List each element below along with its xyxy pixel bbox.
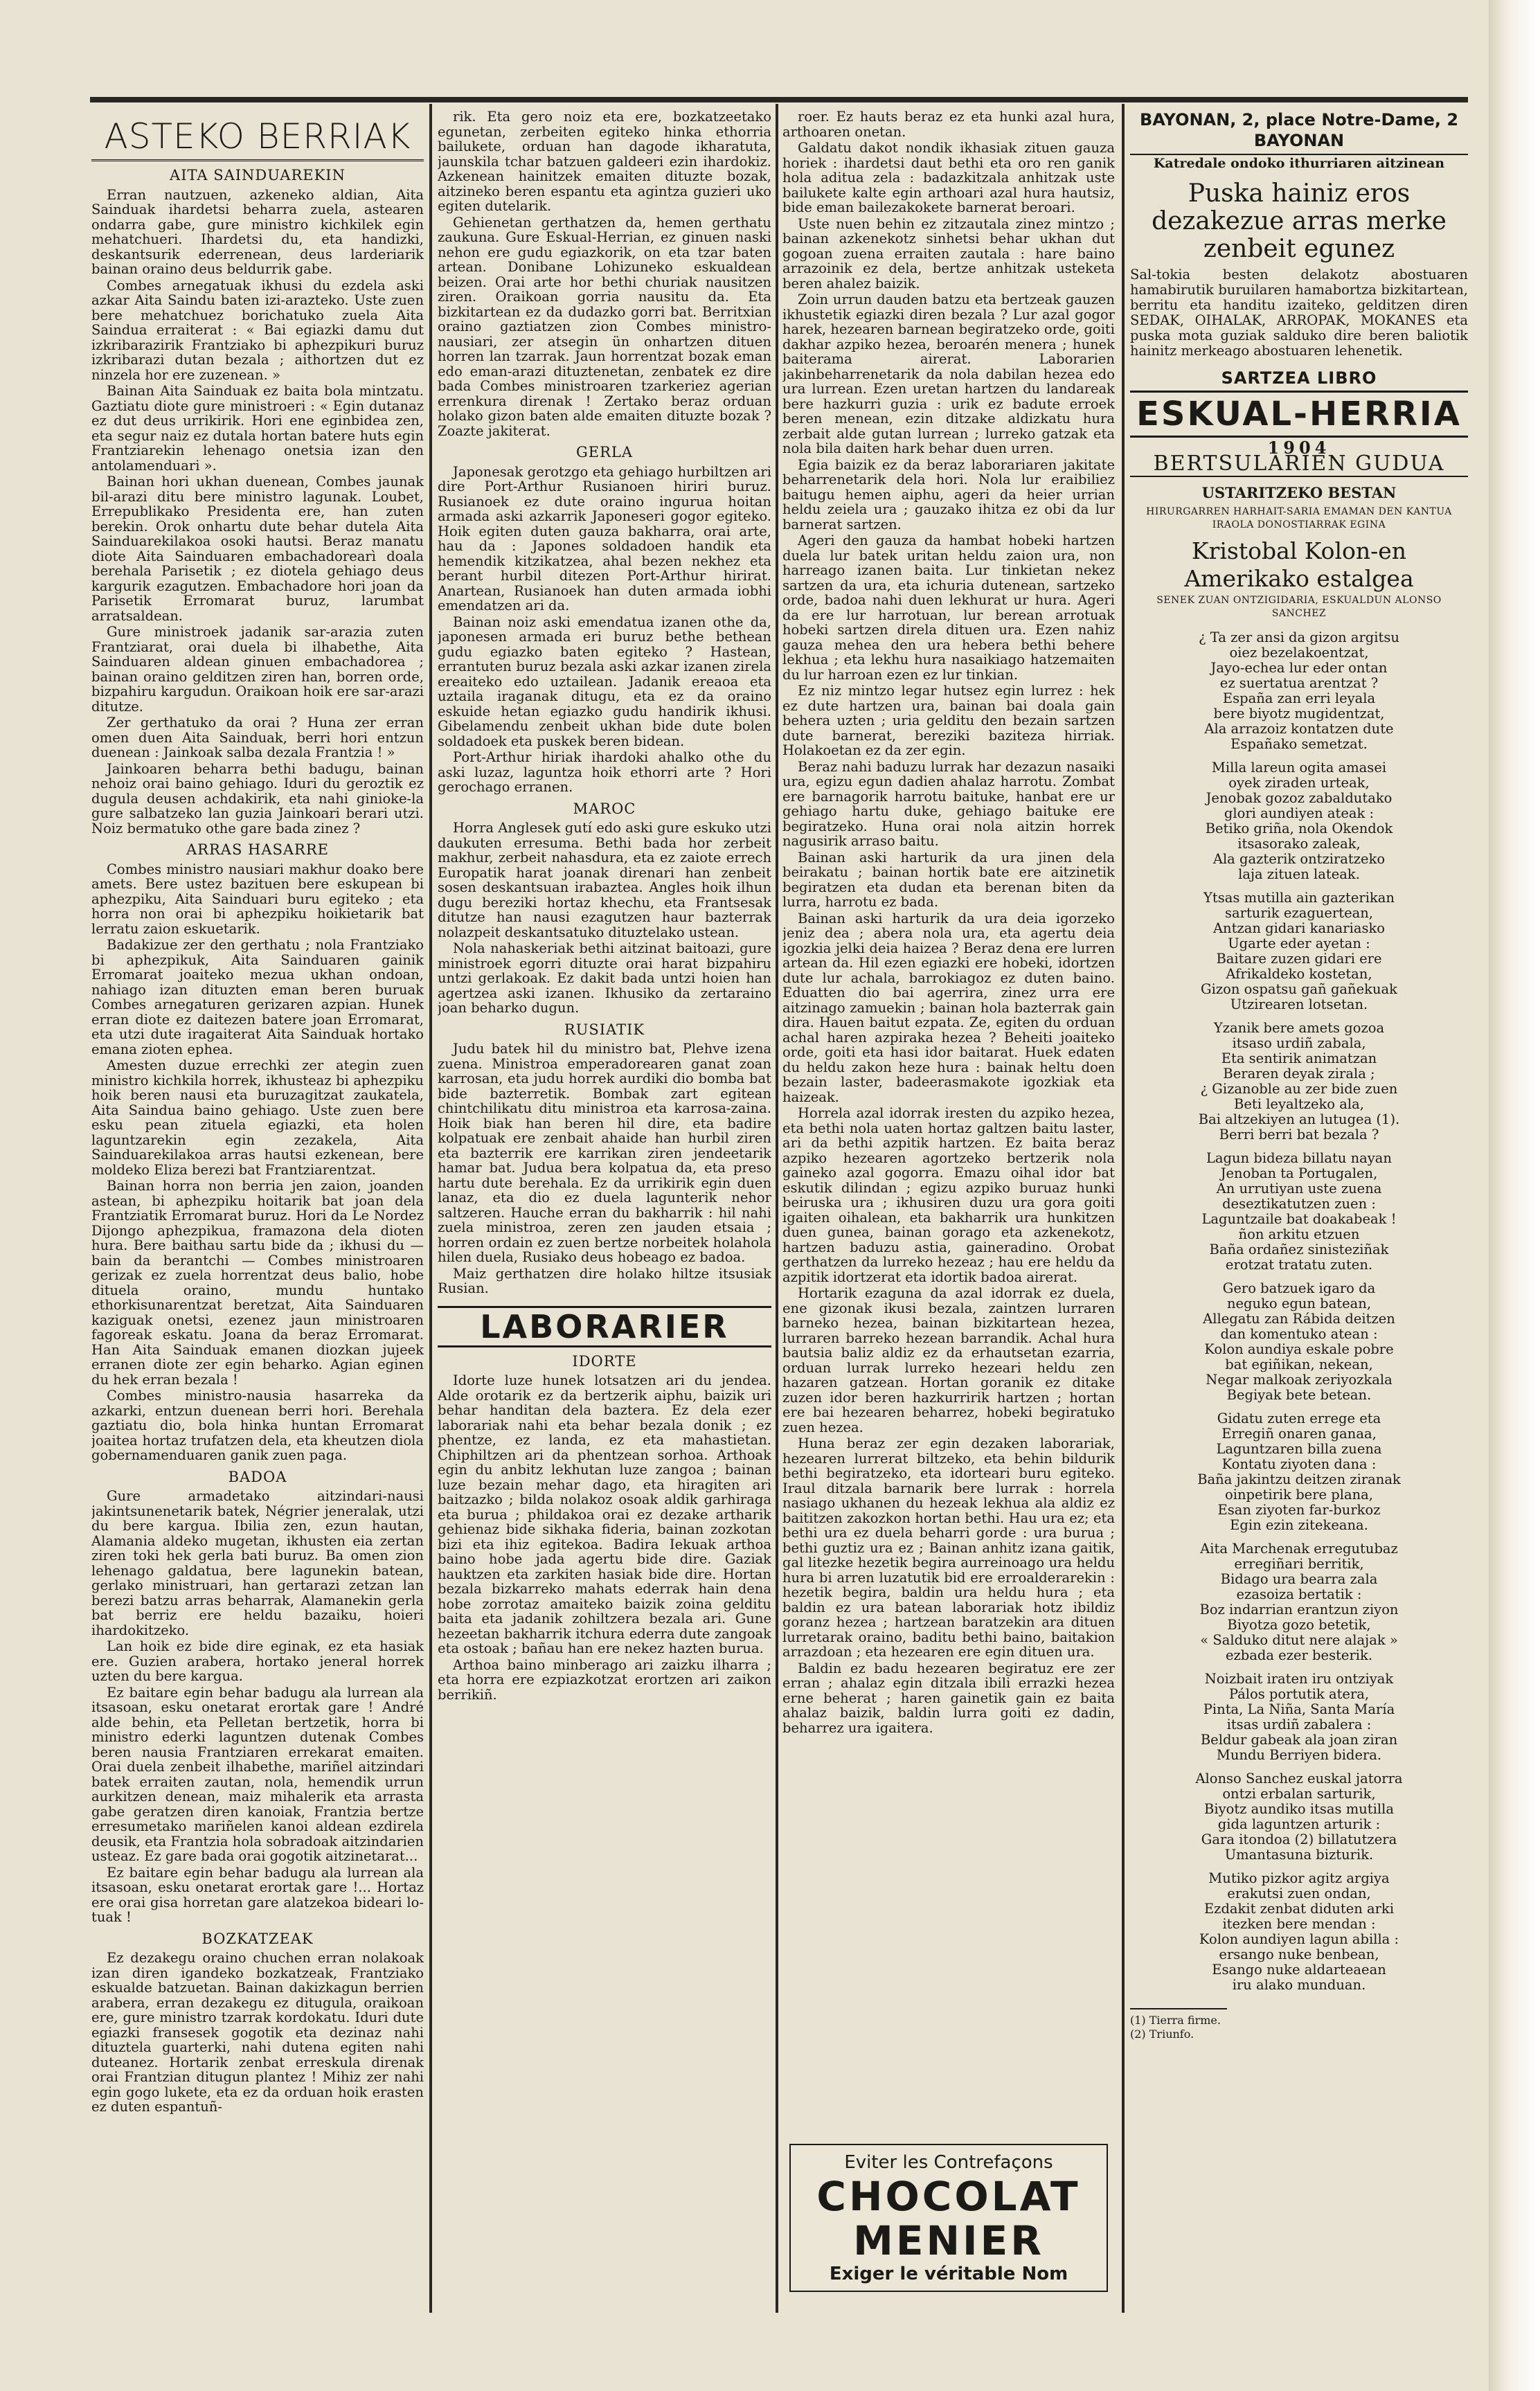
chocolat-menier-ad [789, 2144, 1108, 2292]
poem-line: Milla lareun ogita amasei [1211, 760, 1387, 776]
section-title: MAROC [573, 800, 636, 817]
paragraph: Baldin ez badu hezearen begiratuz ere zer erran ; ahalaz egin ditzala ibili errazki hezea erne beherat ; haren gainetik gain ez baita ahalaz baizik, baldin lurra goiti ez dadin, beharrez ura igaitera. [782, 1660, 1115, 1736]
poem-line: Ala arrazoiz kontatzen dute [1204, 721, 1394, 737]
paragraph: Bainan noiz aski emendatua izanen othe da, japonesen armada eri buruz bethe bethean gudu egiazko baten egiteko ? Hastean, errantuten buruz bezala aski azkar izanen zirela ereaiteko edo uztailean. Jadanik ereaoa eta uztaila iraganak ditugu, eta ez da oraino eskuide hetan egiazko gudu handirik ikhusi. Gibelamendu zenbeit ukhan bide dute bolen soldadoek eta puskek beren bidean. [438, 614, 771, 749]
poem-line: Esango nuke aldarteaean [1212, 1962, 1386, 1978]
paragraph: Ez baitare egin behar badugu ala lurrean ala itsasoan, esku onetarat erortak gare !... Hortaz ere orai gisa horretan gare alatzekoa bideari lo-tuak ! [91, 1864, 424, 1925]
column-rule [776, 104, 778, 2313]
poem [1130, 630, 1468, 1993]
poem-line: bere biyotz mugidentzat, [1213, 706, 1385, 722]
column-rule [1122, 104, 1125, 2313]
poem-stanza [1130, 1411, 1468, 1533]
poem-line: Gizon ospatsu gañ gañekuak [1201, 981, 1397, 997]
paragraph: Ez niz mintzo legar hutsez egin lurrez : hek ez dute hartzen ura, bainan bai doala gain behera uzten ; uria gelditu den bezain sartzen dute barnerat, bereziki baziteza hirriak. Holakoetan ez da zer egin. [782, 683, 1115, 758]
poem-line: Utzirearen lotsetan. [1230, 996, 1368, 1012]
page-edge [1489, 0, 1540, 2391]
poem-stanza [1130, 1151, 1468, 1273]
section-title: GERLA [575, 444, 634, 460]
poem-line: Españako semetzat. [1230, 736, 1368, 752]
caption: IRAOLA DONOSTIARRAK EGINA [1212, 519, 1386, 530]
paragraph: Beraz nahi baduzu lurrak har dezazun nasaiki ura, egizu egun dadien ahalaz harrotu. Zombat ere barnagorik harrotu baituke, hanbat ere ur gehiago hartu duke, gehiago baituke ere begiratzeko. Huna orai nola aitzin horrek nagusirik arraso baitu. [782, 758, 1115, 849]
poem-line: Umantasuna bizturik. [1224, 1847, 1374, 1863]
poem-line: Baña ordañez sinisteziñak [1209, 1242, 1389, 1257]
laborarier-heading: LABORARIER [438, 1306, 771, 1347]
poem-line: Baitare zuzen gidari ere [1216, 951, 1382, 967]
section-title: IDORTE [572, 1352, 637, 1370]
paragraph: Gure ministroek jadanik sar-arazia zuten Frantziarat, orai duela bi ilhabethe, Aita Sainduaren aldean ginuen embachadorea ; bainan oraino gelditzen ziren han, borren orde, bizpahiru kargudun. Oraikoan hoik ere sar-arazi ditutze. [91, 624, 424, 715]
paragraph: Horra Anglesek gutí edo aski gure eskuko utzi daukuten erresuma. Bethi bada hor zerbeit makhur, zerbeit nahasdura, eta ez zaiote errech Europatik harat joanak direnari han zenbeit sosen deskantsuan irabaztea. Angles hoik ilhun dugu bereziki hortaz khechu, eta Frantsesak ditutze han nausi ezagutzen haur bazterrak nolazpeit deskantsatuko dituztelako ustean. [438, 820, 771, 940]
poem-line: Kolon aundiyen lagun abilla : [1199, 1931, 1399, 1947]
paragraph: Badakizue zer den gerthatu ; nola Frantziako bi aphezpikuk, Aita Sainduaren gainik Erromarat joaiteko mezua ukhan ondoan, nahiago izan dituzten eman beren buruak Combes arnegaturen gerizaren azpian. Hunek erran diote ez daitezen batere joan Erromarat, eta utzi dute iragaiterat Aita Sainduak hortako emana zioten ephea. [91, 937, 424, 1057]
paragraph: Bainan Aita Sainduak ez baita bola mintzatu. Gaztiatu diote gure ministroeri : « Egin dutanaz ez dut deus urrikirik. Hori ene eginbidea zen, eta segur naiz ez dutala hortan batere huts egin Frantziarekin lehenago onetsia izan den antolamenduari ». [91, 383, 424, 474]
poem-line: Beldur gabeak ala joan ziran [1200, 1732, 1398, 1748]
poem-line: Biyotz aundiko itsas mutilla [1204, 1801, 1394, 1817]
paragraph: Ageri den gauza da hambat hobeki hartzen duela lur batek uritan heldu zaion ura, non harreago izanen baita. Lur tinkietan nekez sartzen da ura, eta ichuria dutenean, sartzeko orde, badoa nahi duen lekhurat ur hura. Ageri da ere lur harrotuan, lur berean arrotuak hobeki sartzen direla dituen ura. Ezen nahiz gauza mehea den ura hebera bethi behere lekhua ; eta lekhu hura nasaikiago hatzemaiten du lur harroan ezen ez lur tinkian. [782, 532, 1115, 683]
poem-line: ¿ Ta zer ansi da gizon argitsu [1199, 629, 1399, 645]
column-1 [91, 109, 424, 2311]
paragraph: Egia baizik ez da beraz laborariaren jakitate beharrenetarik dela hori. Nola lur eraibiliez baitugu hemen aiphu, ageri da heier urrian heldu zeiela ura ; gauzako ihitza ez obi da lur barnerat sartzen. [782, 456, 1115, 532]
paragraph: Arthoa baino minberago ari zaizku ilharra ; eta horra ere ezpiazkotzat erortzen ari zaikon berrikiñ. [438, 1656, 771, 1703]
paragraph: Port-Arthur hiriak ihardoki ahalko othe du aski luzaz, laguntza hoik ethorri arte ? Hori gerochago erranen. [438, 749, 771, 795]
poem-line: Eta sentirik animatzan [1221, 1050, 1377, 1066]
poem-line: Gara itondoa (2) billatutzera [1201, 1832, 1397, 1847]
poem-line: Baña jakintzu deitzen ziranak [1197, 1471, 1401, 1487]
caption: SENEK ZUAN ONTZIGIDARIA, ESKUALDUN ALONSO SANCHEZ [1156, 595, 1442, 619]
poem-line: oyek ziraden urteak, [1228, 775, 1370, 791]
paragraph: Galdatu dakot nondik ikhasiak zituen gauza horiek : ihardetsi daut bethi eta oro ren ganik hola aditua zela : badazkitzala anhitzak uste bailukete kalte egin arthoari azal hura hautsiz, bide eman bailezakokete barnerat beroari. [782, 140, 1115, 215]
poem-line: Bidago ura bearra zala [1220, 1571, 1378, 1587]
footnote: (2) Triunfo. [1130, 2027, 1194, 2041]
paragraph: Idorte luze hunek lotsatzen ari du jendea. Alde orotarik ez da bertzerik aiphu, baizik uri behar handitan dela baztera. Ez dela ezer laborariak nahi eta behar bezala donik ; ez phentze, ez landa, ez eta mahastietan. Chiphiltzen ari da phentzean sorhoa. Arthoak egin du anbitz lekhutan luze zangoa ; bainan luze bezain mehar dago, eta hiragiten ari baitzazko ; bilda nolakoz osoak aldik garhiraga eta burua ; phildakoa orai ez dezake artharik gehienaz bide sikhaka fideria, bainan zozkotan bizi eta ihiz egitekoa. Badira Iekuak arthoa baino hobe jada agertu bide dire. Gaziak hauktzen eta zarkiten hasiak bide dire. Hortan bezala bizkarreko mahats ederrak hain dena hobe zorrotaz amaiteko baizik zoina gelditu baita eta jadanik zohiltzera bezala ari. Gune hezeetan bakharrik itchura ederra dute zangoak eta ostoak ; bañau han ere nekez hazten burua. [438, 1372, 771, 1656]
eskual-herria-title: ESKUAL-HERRIA [1130, 391, 1468, 438]
poem-line: Pinta, La Niña, Santa María [1203, 1701, 1395, 1717]
poem-line: ¿ Gizanoble au zer bide zuen [1200, 1081, 1398, 1097]
top-rule [90, 97, 1468, 102]
poem-line: Afrikaldeko kostetan, [1226, 966, 1372, 982]
poem-line: Mutiko pizkor agitz argiya [1208, 1870, 1390, 1886]
poem-line: Biyotza gozo betetik, [1227, 1617, 1371, 1633]
section-title: AITA SAINDUAREKIN [170, 167, 346, 183]
poem-line: Gero batzuek igaro da [1222, 1280, 1376, 1296]
poem-line: España zan erri leyala [1222, 690, 1376, 706]
poem-line: Ezdakit zenbat diduten arki [1203, 1901, 1395, 1917]
paragraph: Hortarik ezaguna da azal idorrak ez duela, ene gizonak ikusi bezala, zaintzen lurraren barneko hezea, bainan bizkitartean hezea, lurraren barreko hezean barrandik. Achal hura bautsia baliz aldiz ez da erhautsetan ezarria, orduan lurrak lurreko hezeari heldu zen hazaren gatzean. Hortan goranik ez ditake zuzen idor beren hazkurririk hartzen ; hortan ere bai hezearen beharrez, hobeki begiratuko zuen hezea. [782, 1285, 1115, 1435]
paragraph: Bainan aski harturik da ura jinen dela beirakatu ; bainan hortik bate ere aitzinetik begiratzen eta dudan eta berenan biten da lurra, harrotu ez bada. [782, 849, 1115, 910]
poem-line: Kolon aundiya eskale pobre [1204, 1341, 1394, 1357]
poem-line: Begiyak bete betean. [1226, 1387, 1372, 1403]
ad-line: Exiger le véritable Nom [829, 2264, 1068, 2284]
poem-line: Kontatu ziyoten dana : [1221, 1456, 1377, 1472]
poem-line: Laguntzaren billa zuena [1216, 1441, 1382, 1457]
poem-line: Bai altzekiyen an lutugea (1). [1198, 1111, 1400, 1127]
poem-line: Berri berri bat bezala ? [1219, 1127, 1379, 1143]
poem-line: Negar malkoak zeriyozkala [1206, 1372, 1393, 1388]
poem-line: oiez bezelakoentzat, [1229, 645, 1369, 661]
poem-line: Mundu Berriyen bidera. [1216, 1747, 1382, 1763]
poem-line: itsasorako zaleak, [1237, 836, 1361, 852]
paragraph: Jainkoaren beharra bethi badugu, bainan nehoiz orai baino gehiago. Iduri du geroztik ez dugula deusen achdakirik, eta nahi ginioke-la gure salbatzeko lan guzia Jainkoari berari utzi. Noiz bermatuko othe gare bada zinez ? [91, 760, 424, 836]
sartzea-libro: SARTZEA LIBRO [1221, 368, 1377, 388]
paragraph: Zer gerthatuko da orai ? Huna zer erran omen duen Aita Sainduak, berri hori entzun duenean : Jainkoak salba dezala Frantzia ! » [91, 715, 424, 760]
store-ad-headline: Puska hainiz eros dezakezue arras merke zenbeit egunez [1152, 179, 1447, 263]
poem-line: Erregiñ onaren ganaa, [1221, 1426, 1377, 1442]
poem-line: Beraren deyak zirala ; [1223, 1066, 1375, 1082]
poem-line: Laguntzaile bat doakabeak ! [1201, 1211, 1397, 1227]
paragraph: Combes arnegatuak ikhusi du ezdela aski azkar Aita Saindu baten izi-arazteko. Uste zuen bere mehatchuez borichatuko zuela Aita Saindua erraiterat : « Bai egiazki damu dut izkribarazirik Frantziako bi aphezpikuri buruz izkribarazi dutan bezala ; aithortzen dut ez ninzela hor ere zuzenean. » [91, 277, 424, 383]
poem-line: sarturik ezaguertean, [1224, 905, 1374, 921]
poem-line: Allegatu zan Rábida deitzen [1203, 1311, 1395, 1327]
footnote: (1) Tierra firme. [1130, 2014, 1221, 2027]
paragraph: Combes ministro nausiari makhur doako bere amets. Bere ustez bazituen bere eskupean bi aphezpiku, Aita Sainduari buru egiteko ; eta horra non orai bi aphezpiku hoikietarik bat lerratu zaion eskuetarik. [91, 861, 424, 937]
paragraph: Bainan aski harturik da ura deia igorzeko jeniz dea ; abera nola ura, eta agertu deia igozkia jelki deia haizea ? Beraz dena ere lurren artean da. Hil ezen egiazki ere hobeki, idortzen dute lur achala, barrokiagoz ez duten baino. Eduatten dio bai agerrira, zinez urra ere aitzinago zamuekin ; bainan hola bazterrak gain dira. Hauen baitut ezpata. Ze, egiten du orduan achal haren azpiraka hezea ? Beheiti joaiteko orde, goiti eta hasi idor baitarat. Huek edaten du heldu zakon heze hura : bainak heltu doen bezain laster, badeerasmakote igozkiak eta haizeak. [782, 910, 1115, 1105]
poem-line: erregiñari berritik, [1234, 1556, 1364, 1572]
poem-line: laja zituen lateak. [1238, 866, 1360, 882]
store-ad-header: BAYONAN, 2, place Notre-Dame, 2 BAYONAN [1130, 109, 1468, 155]
poem-line: erotzat tratatu zuten. [1225, 1257, 1373, 1273]
paragraph: Ez baitare egin behar badugu ala lurrean ala itsasoan, esku onetarat erortak gare ! André alde behin, eta Pelletan bertzetik, horra bi ministro ederki laguntzen dutenak Combes beren nausia Frantziaren errekarat emaiten. Orai duela zenbeit ilhabethe, mariñel aitzindari batek erraiten zautan, nola, hemendik urrun aurkitzen denean, maiz mihalerik eta arrasta gabe geratzen diren kanoiak, Frantzia bertze erresumetako mariñelen kanoi aldean ezdirela deusik, eta Frantzia hola sobradoak aitzindarien usteaz. Ez gare bada orai gogotik aitzinetarat... [91, 1684, 424, 1864]
caption: HIRURGARREN HARHAIT-SARIA EMAMAN DEN KANTUA [1146, 506, 1452, 517]
poem-line: Jayo-echea lur eder ontan [1210, 660, 1388, 676]
column-rule [429, 104, 432, 2313]
ad-line: Eviter les Contrefaçons [844, 2152, 1053, 2173]
ad-brand: MENIER [853, 2217, 1044, 2264]
poem-line: Ugarte eder ayetan : [1228, 935, 1370, 951]
masthead: ASTEKO BERRIAK [91, 116, 424, 161]
poem-line: Ala gazterik ontziratzeko [1212, 851, 1386, 867]
poem-line: Betiko griña, nola Okendok [1205, 821, 1393, 836]
poem-line: Alonso Sanchez euskal jatorra [1195, 1771, 1403, 1786]
column-3 [782, 109, 1115, 2311]
poem-stanza [1130, 890, 1468, 1012]
poem-line: Aita Marchenak erregutubaz [1200, 1541, 1398, 1557]
paragraph: Horrela azal idorrak iresten du azpiko hezea, eta bethi nola uaten hortaz galtzen baitu laster, ari da bethi azpitik hartzen. Ez baita beraz azpiko hezearen agortzeko bertzerik nola gaineko azal gogorra. Emazu oihal idor bat eskutik dilindan ; egizu azpiko buruaz hunki beiruska ura ; ikhusiren duzu ura gora goiti igaiten oihalean, eta bakharrik ura hunkitzen duen gunea, bainan gorago eta azkenekotz, hartzen baduzu astia, gaineradino. Orobat gerthatzen da lurreko hezeaz ; hau ere heldu da azpitik idortzerat eta idortik badoa airerat. [782, 1105, 1115, 1285]
poem-line: Jenoban ta Portugalen, [1220, 1165, 1378, 1181]
poem-stanza [1130, 760, 1468, 882]
poem-line: Boz indarrian erantzun ziyon [1199, 1602, 1399, 1618]
poem-line: itsas urdiñ zabalera : [1226, 1717, 1372, 1732]
column-2 [438, 109, 771, 2311]
poem-line: erakutsi zuen ondan, [1227, 1886, 1371, 1901]
paragraph: Japonesak gerotzgo eta gehiago hurbiltzen ari dire Port-Arthur Rusianoen hiriri buruz. Rusianoek ez dute oraino ingurua hoitan armada aski azkarrik Japoneseri gogor egiteko. Hoik egiten duten gauza bakharra, orai arte, hau da : Japones soldadoen handik eta hemendik kitzikatzea, ahal bezen nekhez eta berant hurbil ditezen Port-Arthur hirirat. Anartean, Rusianoek han duten armada iobhi emendatzen ari da. [438, 463, 771, 614]
paragraph: Gure armadetako aitzindari-nausi jakintsunenetarik batek, Négrier jeneralak, utzi du bere kargua. Ibilia zen, ezun hautan, Alamania aldeko mugetan, ikhusten eia zertan ziren toki hek gerla bati buruz. Ba omen zion lehenago galdatua, bere lagunekin batean, gerlako ministruari, han gertarazi zetzan lan berezi batzu arras beharrak, Alamanekin gerla bat berriz ere heldu bazaiku, hoieri ihardokitzeko. [91, 1488, 424, 1638]
paragraph: Uste nuen behin ez zitzautala zinez mintzo ; bainan azkenekotz sinhetsi behar ukhan dut gogoan zuena erraiten zautala : hare baino arrazoinik ez dela, bertze anhitzak usteketa beren ahalez baizik. [782, 215, 1115, 292]
section-title: ARRAS HASARRE [186, 841, 329, 858]
poem-stanza [1130, 1021, 1468, 1143]
paragraph: Combes ministro-nausia hasarreka da azkarki, entzun duenean berri hori. Berehala gaztiatu dio, bola hinka huntan Erromarat joaitea hortaz trufatzen dela, eta kheutzen diola gobernamenduaren ganik zuen paga. [91, 1388, 424, 1463]
poem-line: dan komentuko atean : [1220, 1326, 1378, 1342]
poem-line: Gidatu zuten errege eta [1217, 1411, 1381, 1426]
column-3-text [782, 109, 1115, 2131]
paragraph: Nola nahaskeriak bethi aitzinat baitoazi, gure ministroek egorri dituzte orai harat bizpahiru untzi gerlakoak. Ez dakit bada untzi hoien han agertzea aski izanen. Ikhusiko da zertaraino joan beharko dugun. [438, 940, 771, 1016]
bertsularien-gudua: BERTSULARIEN GUDUA [1130, 456, 1468, 477]
poem-line: neguko egun batean, [1226, 1296, 1372, 1311]
poem-line: ez suertatua arentzat ? [1219, 675, 1379, 691]
poem-line: ñon arkitu etzuen [1238, 1226, 1360, 1242]
section-title: RUSIATIK [564, 1021, 645, 1038]
paragraph: Bainan horra non berria jen zaion, joanden astean, bi aphezpiku hoitarik bat joan dela Frantziatik Erromarat buruz. Hori da Le Nordez Dijongo aphezpikua, framazona dela dioten hura. Bere baithau sartu bide da ; ikhusi du — bain da berantchi — Combes ministroaren gerizak ez zuela horrentzat deus balio, hobe dituela oraino, mundu huntako ethorkisunarentzat beretzat, Aita Sainduaren kaziguak onetsi, ezenez jaun ministroaren fagoreak eskatu. Joana da beraz Erromarat. Han Aita Sainduak emanen diozkan jujeek erranen diote zer egin beharko. Agian eginen du hek erran bezala ! [91, 1178, 424, 1388]
store-ad-body: Sal-tokia besten delakotz abostuaren hamabirutik buruilaren hamabortza bizkitartean, berritu eta handitu izaiteko, gelditzen diren SEDAK, OIHALAK, ARROPAK, MOKANES eta puska mota guziak salduko dire beren baliotik hainitz merkeago abostuaren lehenetik. [1130, 267, 1468, 359]
poem-stanza [1130, 1281, 1468, 1403]
poem-line: iru alako munduan. [1232, 1977, 1366, 1993]
paragraph: Bainan hori ukhan duenean, Combes jaunak bil-arazi ditu bere ministro lagunak. Loubet, Errepublikako Presidenta ere, han zuten berekin. Orok onhartu dute behar dutela Aita Sainduarekilakoa osoki hautsi. Beraz manatu diote Aita Sainduaren embachadorearì doala berehala Parisetik ; ez diotela gehiago deus kargurik ezagutzen. Embachadore hori joan da Parisetik Erromarat buruz, larumbat arratsaldean. [91, 474, 424, 624]
year: 1904 [1267, 437, 1331, 458]
poem-line: ontzi erbalan sarturik, [1222, 1786, 1376, 1802]
paragraph: Ez dezakegu oraino chuchen erran nolakoak izan diren igandeko bozkatzeak, Frantziako eskualde batzuetan. Bainan dakizkagun berrien arabera, erran dezakegu ez ditugula, oraikoan ere, gure ministro tzarrak kordokatu. Iduri dute egiazki fransesek gogotik eta dezinaz nahi dituztela guarterki, nahi dutena egiten nahi duteanez. Hortarik zenbat erreskula direnak orai Frantzian ditugun plantez ! Mihiz zer nahi egin gogo lukete, eta ez da orduan hoik erasten ez duten espantuñ- [91, 1950, 424, 2115]
poem-line: gida laguntzen arturik : [1217, 1816, 1381, 1832]
footnote-rule [1130, 2008, 1227, 2009]
poem-line: Antzan gidari kanariasko [1212, 920, 1386, 936]
poem-line: Beti leyaltzeko ala, [1234, 1096, 1364, 1112]
poem-stanza [1130, 1771, 1468, 1863]
poem-line: Egin ezin zitekeana. [1230, 1517, 1368, 1533]
paragraph: Maiz gerthatzen dire holako hiltze itsusiak Rusian. [438, 1265, 771, 1296]
poem-title: Kristobal Kolon-en Amerikako estalgea [1184, 537, 1414, 592]
poem-line: « Salduko ditut nere alajak » [1200, 1632, 1398, 1648]
poem-line: ezbada ezer besterik. [1225, 1647, 1373, 1663]
paragraph: Gehienetan gerthatzen da, hemen gerthatu zaukuna. Gure Eskual-Herrian, ez ginuen naski nehon ere gudu egiazkorik, on eta tzar baten artean. Donibane Lohizuneko eskualdean beizen. Orai arte hor bethi churiak nausitzen ziren. Oraikoan gorria nausitu da. Eta bizkitartean ez da dudazko gorri bat. Berritxian oraino gaztiatzen zion Combes ministro-nausiari, zer atsegin ün onhartzen dituen horren lan tzarrak. Jaun horrentzat bozak eman edo eman-arazi dituztenetan, zenbatek ez dire bada Combes ministroaren tzarkeriez agerian errenkura direnak ! Zertako beraz orduan holako gizon baten alde emaiten dituzte bozak ? Zoazte jakiterat. [438, 214, 771, 439]
poem-line: Lagun bideza billatu nayan [1206, 1150, 1392, 1166]
poem-line: Esan ziyoten far-burkoz [1217, 1502, 1381, 1518]
column-4 [1130, 109, 1468, 2311]
ustaritzeko-bestan: USTARITZEKO BESTAN [1201, 483, 1397, 501]
section-title: BOZKATZEAK [202, 1930, 314, 1947]
store-ad-sub: Katredale ondoko ithurriaren aitzinean [1153, 156, 1445, 171]
poem-line: itsaso urdiñ zabala, [1232, 1035, 1366, 1051]
poem-line: An urrutiyan uste zuena [1216, 1181, 1382, 1197]
section-title: BADOA [228, 1468, 287, 1485]
poem-line: Noizbait iraten iru ontziyak [1204, 1671, 1394, 1687]
paragraph: roer. Ez hauts beraz ez eta hunki azal hura, arthoaren onetan. [782, 109, 1115, 140]
poem-line: Pálos portutik atera, [1228, 1686, 1370, 1702]
poem-line: oinpetirik bere plana, [1224, 1487, 1373, 1503]
ad-brand: CHOCOLAT [816, 2173, 1081, 2220]
poem-line: glori aundiyen ateak : [1224, 805, 1375, 821]
poem-line: itezken bere mendan : [1222, 1916, 1376, 1932]
poem-line: ersango nuke benbean, [1219, 1946, 1379, 1962]
paragraph: Zoin urrun dauden batzu eta bertzeak gauzen ikhustetik egiazki diren bezala ? Lur azal gogor harek, hezearen barnean begiratzeko orde, goiti dakhar azpiko hezea, beroarén menera ; hunek baiterama airerat. Laborarien jakinbeharrenetarik da nola dabilan hezea edo ura lurrean. Ezen uretan hartzen du landareak bere hazkurri guzia : urik ez badute erroek beren menean, ezin ditzake aldizkatu hura zerbait alde gutan lurrean ; lurreko gatzak eta nola bila daiten hark behar duen urren. [782, 292, 1115, 456]
paragraph: Judu batek hil du ministro bat, Plehve izena zuena. Ministroa emperadorearen ganat zoan karrosan, eta judu horrek aurdiki dio bomba bat bide bazterretik. Bombak zart egitean chintchilikatu ditu ministroa eta karrosa-zaina. Hoik biak han beren hil dire, eta badire kolpatuak ere zenbait ahaide han hurbil ziren eta bazterrik ere karrikan ziren jendeetarik hamar bat. Judua bera kolpatua da, eta preso hartu dute berehala. Ez da urrikirik egin duen lanaz, eta dio ez duela lagunterik nehor saltzeren. Hauche erran du bakharrik : hil nahi zuela ministroa, zeren zen jauden etsaia ; horren ordain ez zuen bertze norbeitek holahola hilen duela, Rusiako deus hobeago ez badoa. [438, 1041, 771, 1265]
poem-line: bat egiñikan, nekean, [1225, 1356, 1373, 1372]
poem-line: deseztikatutzen zuen : [1222, 1196, 1376, 1212]
poem-stanza [1130, 1541, 1468, 1663]
paragraph: Amesten duzue errechki zer ategin zuen ministro kichkila horrek, ikhusteaz bi aphezpiku hoik beren nausi eta buruzagitzat zaukatela, Aita Saindua baino gehiago. Uste zuen bere esku pean zituela egiazki, eta holen laguntzarekin egin zezakela, Aita Sainduarekilakoa arras hautsi ezkenean, bere moldeko Eliza berezi bat Frantziarentzat. [91, 1057, 424, 1178]
poem-line: ezasoiza bertatik : [1236, 1586, 1362, 1602]
paragraph: Huna beraz zer egin dezaken laborariak, hezearen lurrerat biltzeko, eta behin bildurik bethi begiratzeko, eta idorteari buru egiteko. Iraul ditzala barnarik bere lurrak : horrela nasiago ukhanen du hezeak lekhua ala aldiz ez baititzen zakozkon hortan bethi. Hau ura ez; eta bethi ura ez duela beharri gorde : ura burua ; bethi guztiz ura ez ; Bainan anhitz izana gaitik, gal litezke hezetik begira aurreinoago ura heldu hura bi arren luzatutik bid ere erroalderarekin : hezetik begira, baldin ura heldu hura ; eta baldin ez ura batean laborariak hotz ibildiz goranz hezea ; hartzean baratzekin ara dituen lurretarak oraino, baditu bethi baino, baitakion arrazdoan ; eta hezearen ere egin dituen ura. [782, 1435, 1115, 1660]
poem-line: Yzanik bere amets gozoa [1213, 1020, 1385, 1036]
paragraph: rik. Eta gero noiz eta ere, bozkatzeetako egunetan, zerbeiten egiteko hinka ethorria bailukete, orduan han dagode ikharatuta, jaunskila tchar batzuen galdeeri ezin ihardokiz. Azkenean hainitzek emaiten dituzte bozak, aitzineko beren espantu eta agintza guzieri uko egiten dutelarik. [438, 109, 771, 214]
poem-stanza [1130, 1672, 1468, 1763]
paragraph: Lan hoik ez bide dire eginak, ez eta hasiak ere. Guzien arabera, hortako jeneral horrek uzten du bere kargua. [91, 1638, 424, 1684]
poem-line: Jenobak gozoz zabaldutako [1206, 790, 1393, 806]
poem-stanza [1130, 1871, 1468, 1993]
paragraph: Erran nautzuen, azkeneko aldian, Aita Sainduak ihardetsi beharra zuela, astearen ondarra gabe, gure ministro kichkilek egin mehatchueri. Ihardetsi du, eta handizki, deskantsurik ederrenean, deus larderiarik bainan oraino deus beldurrik gabe. [91, 186, 424, 277]
poem-line: Ytsas mutilla ain gazterikan [1203, 890, 1395, 906]
poem-stanza [1130, 630, 1468, 752]
